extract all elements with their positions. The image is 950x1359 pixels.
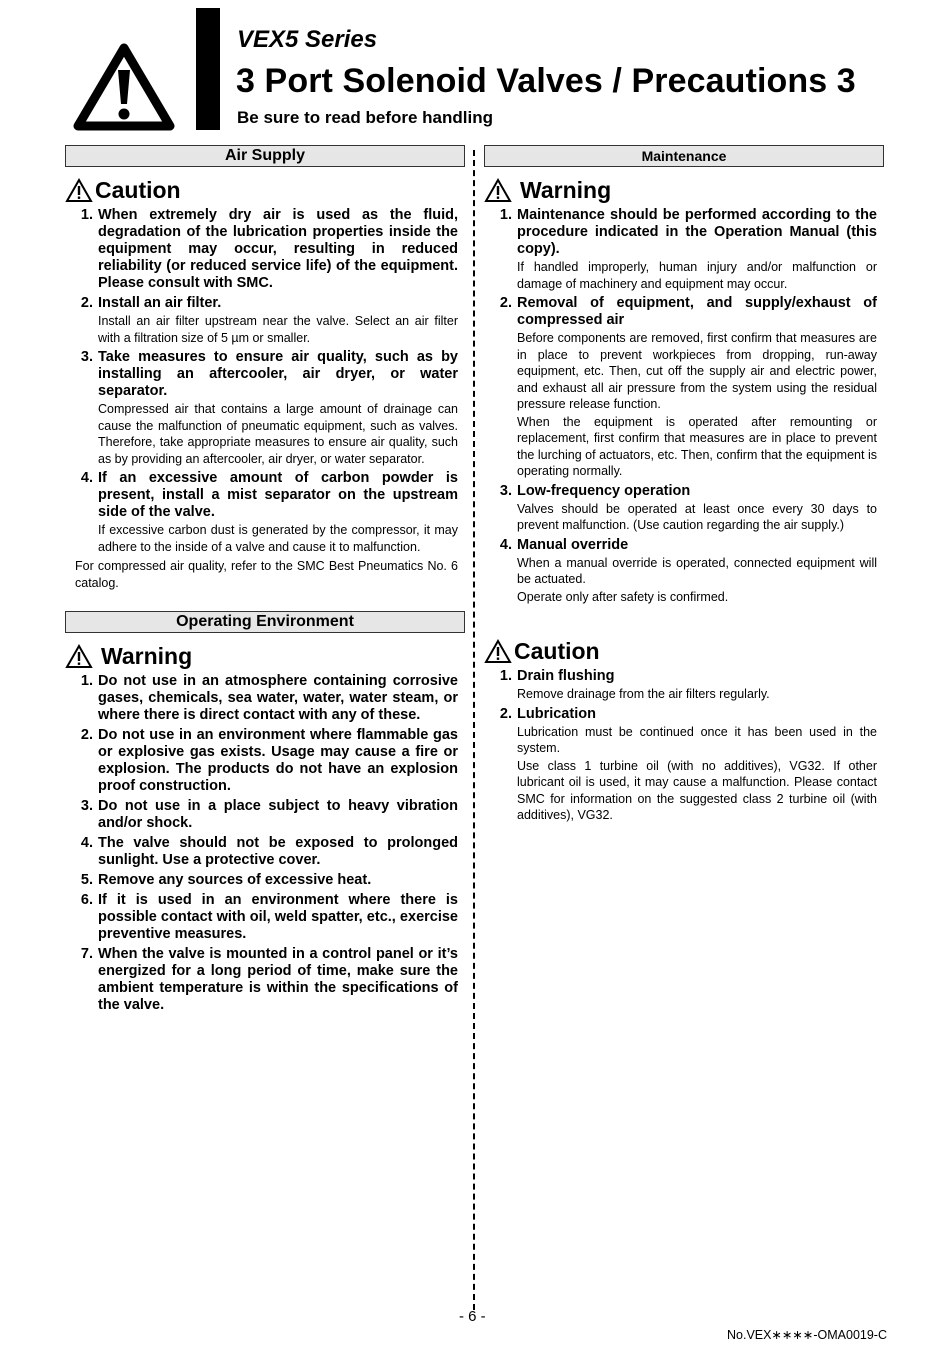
- section-header-maintenance: Maintenance: [484, 145, 884, 167]
- item-title: Maintenance should be performed according to the procedure indicated in the Operation Manual (this copy).: [517, 207, 877, 257]
- item-text: Lubrication must be continued once it has been used in the system.: [517, 724, 877, 755]
- item-title: Low-frequency operation: [517, 482, 691, 499]
- item-number: 3.: [80, 798, 93, 814]
- item-text: If handled improperly, human injury and/or malfunction or damage of machinery and equipment may occur.: [517, 260, 877, 291]
- list-item: [65, 349, 465, 467]
- caution-heading: [484, 638, 884, 664]
- document-number: No.VEX∗∗∗∗-OMA0019-C: [727, 1328, 887, 1342]
- warning-heading: [65, 643, 465, 669]
- caution-label: Caution: [514, 638, 600, 664]
- title-accent-bar: [196, 8, 220, 130]
- list-item: [484, 668, 884, 703]
- item-text: Use class 1 turbine oil (with no additives), VG32. If other lubricant oil is used, it may cause a malfunction. Please contact SMC for information on the suggested class 2 turbine oil (with additives), VG32.: [517, 758, 877, 822]
- list-item: [65, 470, 465, 555]
- list-item: [484, 207, 884, 292]
- item-text: Install an air filter upstream near the valve. Select an air filter with a filtration size of 5 µm or smaller.: [98, 314, 458, 345]
- item-number: 2.: [499, 295, 512, 311]
- item-number: 2.: [499, 705, 512, 722]
- item-text: Remove drainage from the air filters regularly.: [517, 687, 770, 701]
- list-item: [65, 872, 465, 889]
- maintenance-warning-list: [484, 207, 884, 605]
- list-item: [65, 892, 465, 943]
- item-title: Do not use in a place subject to heavy vibration and/or shock.: [98, 798, 458, 831]
- air-quality-note: For compressed air quality, refer to the SMC Best Pneumatics No. 6 catalog.: [75, 559, 458, 590]
- series-name: VEX5 Series: [237, 26, 378, 53]
- left-column: [65, 145, 465, 1017]
- operating-environment-list: [65, 673, 465, 1014]
- item-text: Before components are removed, first confirm that measures are in place to prevent workpieces from dropping, run-away equipment, etc. Then, cut off the supply air and electric power, and exhaust all air pressure from the system using the residual pressure release function.: [517, 331, 877, 411]
- item-number: 4.: [499, 536, 512, 553]
- item-text: Operate only after safety is confirmed.: [517, 589, 729, 604]
- item-title: Lubrication: [517, 705, 596, 722]
- item-number: 3.: [499, 482, 512, 499]
- item-number: 1.: [80, 673, 93, 689]
- item-number: 1.: [80, 207, 93, 223]
- list-item: [65, 798, 465, 832]
- caution-heading: [65, 177, 465, 203]
- section-header-operating-environment: Operating Environment: [65, 611, 465, 633]
- list-item: [65, 673, 465, 724]
- page-number: - 6 -: [459, 1308, 486, 1325]
- list-item: [65, 207, 465, 292]
- item-title: Removal of equipment, and supply/exhaust of compressed air: [517, 295, 877, 328]
- warning-label: Warning: [101, 643, 193, 669]
- warning-triangle-icon: [65, 644, 93, 669]
- warning-triangle-icon: [72, 42, 176, 132]
- item-title: If it is used in an environment where there is possible contact with oil, weld spatter, etc., exercise preventive measures.: [98, 892, 458, 942]
- item-title: The valve should not be exposed to prolonged sunlight. Use a protective cover.: [98, 835, 458, 868]
- maintenance-caution-list: [484, 668, 884, 824]
- list-item: [484, 706, 884, 824]
- item-title: Do not use in an environment where flammable gas or explosive gas exists. Usage may cause a fire or explosion. The products do not have an explosion proof construction.: [98, 727, 458, 794]
- list-item: [65, 835, 465, 869]
- item-text: When the equipment is operated after remounting or replacement, first confirm that measures are in place to prevent the lurching of actuators, etc. Then, confirm that the equipment is operating normally.: [517, 414, 877, 478]
- warning-triangle-icon: [484, 178, 512, 203]
- item-title: When extremely dry air is used as the fluid, degradation of the lubrication properties inside the equipment may occur, resulting in reduced reliability (or reduced service life) of the equipment. Please consult with SMC.: [98, 207, 458, 291]
- section-header-air-supply: Air Supply: [65, 145, 465, 167]
- list-item: [65, 727, 465, 795]
- list-item: [484, 483, 884, 534]
- item-number: 6.: [80, 892, 93, 908]
- item-title: If an excessive amount of carbon powder is present, install a mist separator on the upstream side of the valve.: [98, 470, 458, 520]
- item-text: When a manual override is operated, connected equipment will be actuated.: [517, 555, 877, 586]
- right-column: [484, 145, 884, 827]
- warning-label: Warning: [520, 177, 612, 203]
- caution-triangle-icon: [65, 178, 93, 203]
- item-title: Manual override: [517, 536, 629, 553]
- item-title: Take measures to ensure air quality, such as by installing an aftercooler, air dryer, or water separator.: [98, 349, 458, 399]
- item-text: If excessive carbon dust is generated by the compressor, it may adhere to the inside of a valve and cause it to malfunction.: [98, 523, 458, 554]
- page-subtitle: Be sure to read before handling: [237, 108, 493, 127]
- list-item: [484, 295, 884, 480]
- item-number: 2.: [80, 727, 93, 743]
- item-number: 4.: [80, 470, 93, 486]
- item-text: Compressed air that contains a large amount of drainage can cause the malfunction of pneumatic equipment, such as valves. Therefore, take appropriate measures to ensure air quality, such as by providing an aftercooler, air dryer, or water separator.: [98, 402, 458, 466]
- page-title: 3 Port Solenoid Valves / Precautions 3: [236, 62, 856, 100]
- item-number: 3.: [80, 349, 93, 365]
- item-title: Install an air filter.: [98, 295, 222, 311]
- list-item: [484, 537, 884, 606]
- air-supply-list: [65, 207, 465, 555]
- caution-label: Caution: [95, 177, 181, 203]
- item-title: Remove any sources of excessive heat.: [98, 872, 372, 888]
- item-number: 7.: [80, 946, 93, 962]
- caution-triangle-icon: [484, 639, 512, 664]
- item-number: 1.: [499, 207, 512, 223]
- item-text: Valves should be operated at least once every 30 days to prevent malfunction. (Use caution regarding the air supply.): [517, 501, 877, 532]
- list-item: [65, 946, 465, 1014]
- item-number: 1.: [499, 668, 512, 684]
- item-number: 4.: [80, 835, 93, 851]
- item-title: When the valve is mounted in a control panel or it’s energized for a long period of time, make sure the ambient temperature is within the specifications of the valve.: [98, 946, 458, 1013]
- item-title: Do not use in an atmosphere containing corrosive gases, chemicals, sea water, water, water steam, or where there is direct contact with any of these.: [98, 673, 458, 723]
- warning-heading: [484, 177, 884, 203]
- item-number: 2.: [80, 295, 93, 311]
- column-divider: [473, 150, 475, 1310]
- item-title: Drain flushing: [517, 668, 615, 684]
- list-item: [65, 295, 465, 346]
- item-number: 5.: [80, 872, 93, 888]
